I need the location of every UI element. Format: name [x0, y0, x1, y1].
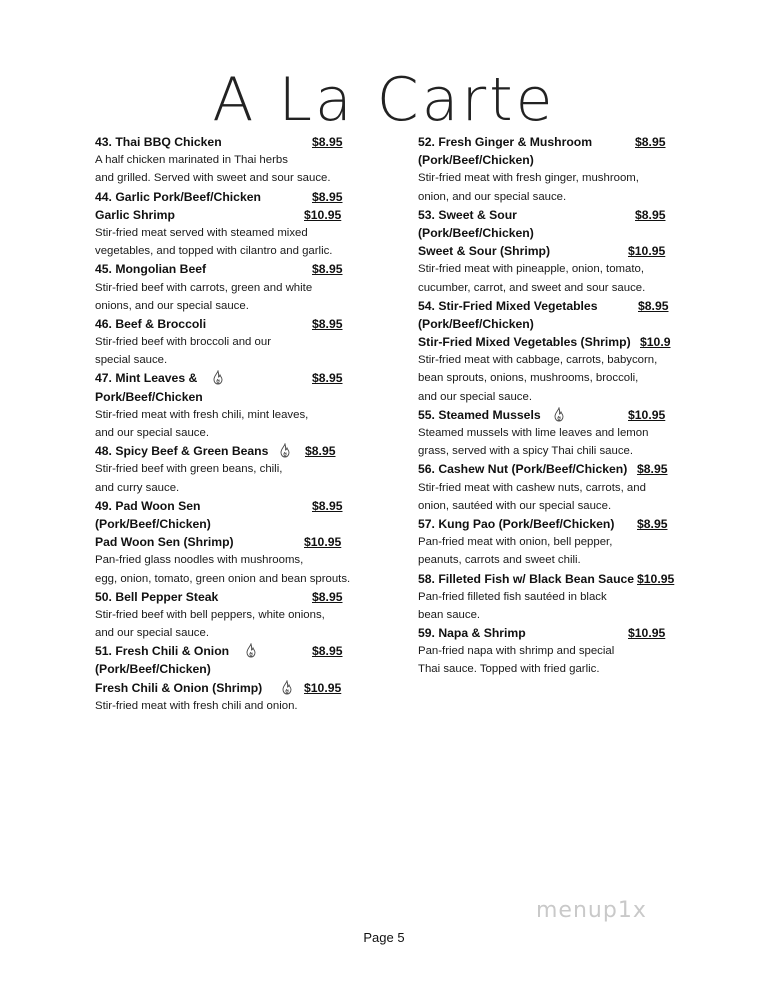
- item-price: $10.95: [628, 407, 666, 422]
- item-name: 56. Cashew Nut (Pork/Beef/Chicken): [418, 462, 628, 477]
- item-name: Fresh Chili & Onion (Shrimp): [95, 680, 263, 695]
- menu-column-left: [95, 133, 350, 715]
- menu-item-heading: [95, 206, 350, 224]
- chili-spicy-icon: [281, 680, 293, 695]
- menu-item-heading: [95, 315, 350, 333]
- menu-item-heading: [418, 406, 676, 424]
- item-description: A half chicken marinated in Thai herbs: [95, 154, 288, 167]
- menu-item-heading: [95, 369, 350, 387]
- item-description: Pan-fried napa with shrimp and special: [418, 645, 615, 658]
- item-description: Stir-fried meat served with steamed mixed: [95, 226, 308, 239]
- chili-spicy-icon: [212, 370, 224, 385]
- menu-item-heading: [95, 642, 350, 660]
- item-price: $8.95: [312, 644, 343, 659]
- item-description: special sauce.: [95, 354, 168, 367]
- item-description: onions, and our special sauce.: [95, 299, 249, 312]
- item-name: Sweet & Sour (Shrimp): [418, 244, 551, 259]
- item-description: Stir-fried meat with pineapple, onion, tomato,: [418, 263, 645, 276]
- chili-spicy-icon: [279, 443, 291, 458]
- item-name: Garlic Shrimp: [95, 207, 175, 222]
- item-description: Stir-fried beef with green beans, chili,: [95, 463, 283, 476]
- chili-spicy-icon: [553, 407, 565, 422]
- item-description: Pan-fried filleted fish sautéed in black: [418, 590, 607, 603]
- item-description: Stir-fried beef with broccoli and our: [95, 336, 272, 349]
- menu-item-heading: [418, 570, 676, 588]
- item-name: 53. Sweet & Sour: [418, 207, 517, 222]
- item-description: onion, sautéed with our special sauce.: [418, 499, 612, 512]
- item-description: vegetables, and topped with cilantro and garlic.: [95, 245, 333, 258]
- item-price: $10.9: [640, 335, 671, 350]
- menu-item-heading: [95, 497, 350, 515]
- item-description: bean sprouts, onions, mushrooms, broccoli,: [418, 372, 639, 385]
- item-protein-options: (Pork/Beef/Chicken): [95, 516, 211, 531]
- page-title: A La Carte: [212, 65, 556, 135]
- item-name: 59. Napa & Shrimp: [418, 626, 526, 641]
- item-price: $8.95: [638, 298, 669, 313]
- item-description: egg, onion, tomato, green onion and bean sprouts.: [95, 572, 351, 585]
- item-description: Stir-fried meat with fresh chili and onion.: [95, 699, 298, 712]
- chili-spicy-icon: [245, 643, 257, 658]
- item-price: $10.95: [304, 207, 342, 222]
- item-description: cucumber, carrot, and sweet and sour sauce.: [418, 281, 646, 294]
- item-description: Stir-fried beef with carrots, green and white: [95, 281, 313, 294]
- menu-item-heading: [418, 333, 676, 351]
- menu-column-right: [418, 133, 676, 679]
- page-number: Page 5: [363, 930, 405, 945]
- item-name: 47. Mint Leaves &: [95, 371, 198, 386]
- item-name: 50. Bell Pepper Steak: [95, 589, 219, 604]
- item-name: 48. Spicy Beef & Green Beans: [95, 444, 269, 459]
- item-description: Stir-fried meat with cabbage, carrots, babycorn,: [418, 354, 658, 367]
- item-price: $8.95: [312, 316, 343, 331]
- menu-item-heading: [418, 133, 676, 151]
- menu-item-heading: [95, 442, 350, 460]
- item-name: 52. Fresh Ginger & Mushroom: [418, 135, 593, 149]
- item-description: Pan-fried glass noodles with mushrooms,: [95, 554, 304, 567]
- item-protein-options: (Pork/Beef/Chicken): [418, 316, 534, 331]
- item-description: Stir-fried meat with fresh chili, mint leaves,: [95, 408, 309, 421]
- menu-item-heading: [95, 260, 350, 278]
- item-description: and grilled. Served with sweet and sour sauce.: [95, 172, 331, 185]
- menu-item-heading: [418, 242, 676, 260]
- item-description: Thai sauce. Topped with fried garlic.: [418, 663, 600, 676]
- item-price: $8.95: [312, 262, 343, 277]
- item-name: Stir-Fried Mixed Vegetables (Shrimp): [418, 335, 631, 350]
- item-name: 58. Filleted Fish w/ Black Bean Sauce: [418, 571, 635, 586]
- menu-item-heading: [95, 533, 350, 551]
- item-price: $8.95: [635, 207, 666, 222]
- menu-item-heading: [418, 297, 676, 315]
- item-price: $10.95: [304, 535, 342, 550]
- item-price: $10.95: [628, 626, 666, 641]
- item-price: $10.95: [304, 680, 342, 695]
- item-description: peanuts, carrots and sweet chili.: [418, 554, 581, 567]
- item-description: onion, and our special sauce.: [418, 190, 567, 203]
- item-name: Pad Woon Sen (Shrimp): [95, 535, 234, 550]
- item-protein-options: (Pork/Beef/Chicken): [418, 225, 534, 240]
- item-description: and our special sauce.: [95, 627, 209, 640]
- item-description: and our special sauce.: [418, 390, 532, 403]
- item-description: bean sauce.: [418, 608, 481, 621]
- item-name: 55. Steamed Mussels: [418, 407, 541, 422]
- item-protein-options: Pork/Beef/Chicken: [95, 389, 203, 404]
- item-description: and curry sauce.: [95, 481, 180, 494]
- item-name: 49. Pad Woon Sen: [95, 498, 201, 513]
- item-name: 54. Stir-Fried Mixed Vegetables: [418, 298, 598, 313]
- menu-item-heading: [418, 206, 676, 224]
- watermark: menup1x: [536, 898, 647, 923]
- item-price: $10.95: [628, 244, 666, 259]
- item-price: $8.95: [312, 371, 343, 386]
- menu-item-heading: [95, 679, 350, 697]
- item-name: 44. Garlic Pork/Beef/Chicken: [95, 189, 261, 204]
- item-price: $8.95: [312, 589, 343, 604]
- menu-item-heading: [95, 588, 350, 606]
- item-price: $8.95: [637, 462, 668, 477]
- item-price: $8.95: [312, 189, 343, 204]
- item-description: and our special sauce.: [95, 427, 209, 439]
- menu-item-heading: [418, 460, 676, 478]
- menu-item-heading: [95, 133, 350, 151]
- menu-item-heading: [418, 515, 676, 533]
- item-protein-options: (Pork/Beef/Chicken): [95, 662, 211, 677]
- item-name: 51. Fresh Chili & Onion: [95, 644, 230, 659]
- item-name: 43. Thai BBQ Chicken: [95, 135, 222, 149]
- item-description: Steamed mussels with lime leaves and lemon: [418, 427, 649, 439]
- item-name: 46. Beef & Broccoli: [95, 316, 207, 331]
- item-description: Stir-fried meat with fresh ginger, mushroom,: [418, 172, 639, 185]
- item-price: $8.95: [312, 135, 343, 149]
- item-price: $8.95: [637, 516, 668, 531]
- item-description: grass, served with a spicy Thai chili sauce.: [418, 445, 634, 458]
- item-name: 57. Kung Pao (Pork/Beef/Chicken): [418, 516, 615, 531]
- menu-item-heading: [418, 624, 676, 642]
- item-price: $8.95: [312, 498, 343, 513]
- item-price: $8.95: [305, 444, 336, 459]
- item-protein-options: (Pork/Beef/Chicken): [418, 153, 534, 168]
- menu-item-heading: [95, 188, 350, 206]
- item-description: Stir-fried beef with bell peppers, white onions,: [95, 608, 325, 621]
- item-price: $10.95: [637, 571, 675, 586]
- item-price: $8.95: [635, 135, 666, 149]
- item-name: 45. Mongolian Beef: [95, 262, 207, 277]
- item-description: Pan-fried meat with onion, bell pepper,: [418, 536, 613, 549]
- item-description: Stir-fried meat with cashew nuts, carrots, and: [418, 481, 646, 494]
